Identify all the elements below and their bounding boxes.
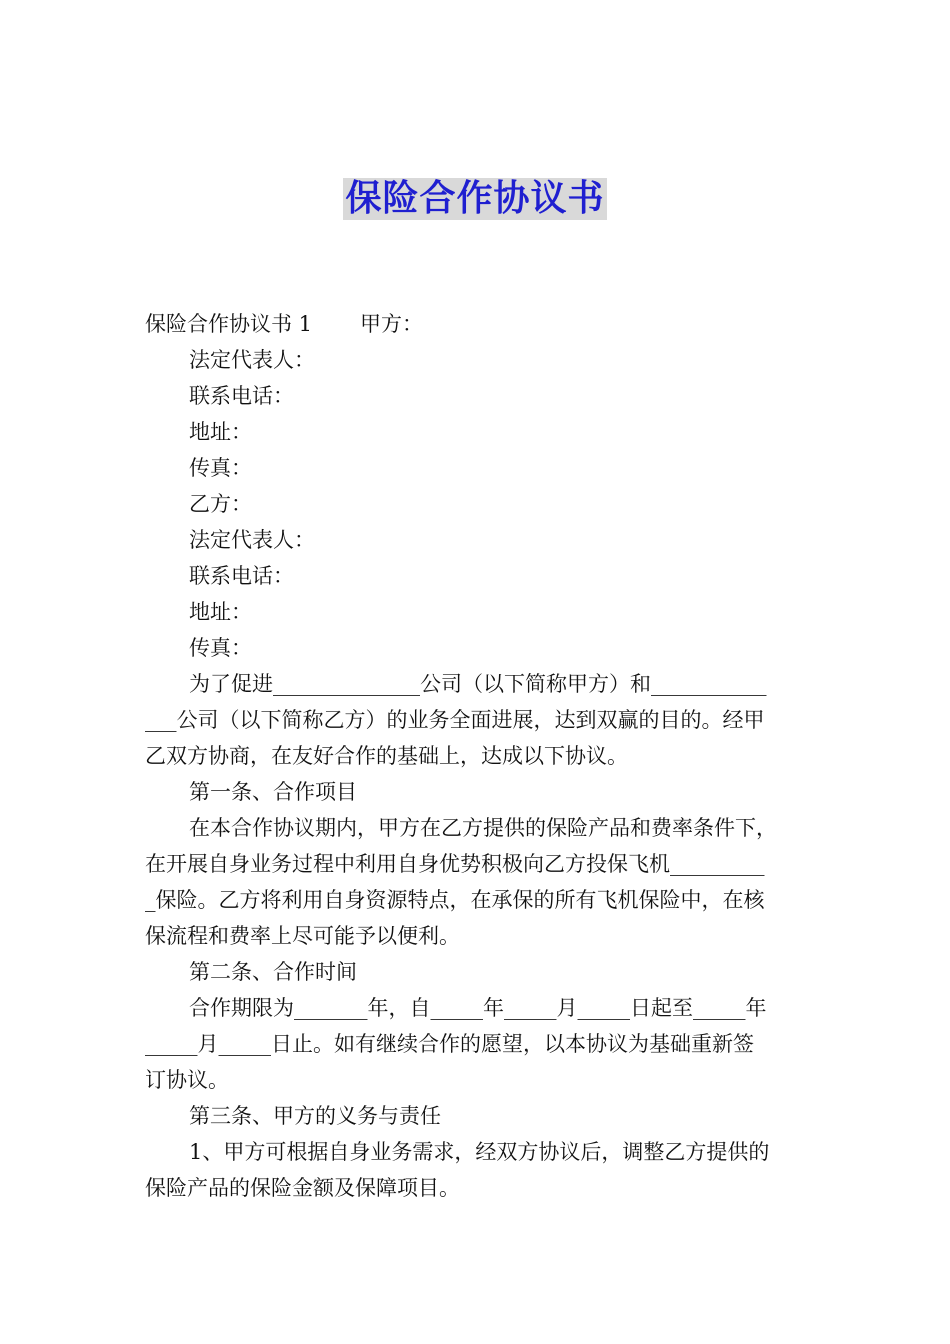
first-line (145, 306, 810, 342)
document-title-wrapper (0, 178, 950, 220)
document-body (145, 306, 810, 1206)
article-3-line-1: 1、甲方可根据自身业务需求，经双方协议后，调整乙方提供的 (189, 1140, 770, 1164)
article-2-line-2: _____月_____日止。如有继续合作的愿望，以本协议为基础重新签 (145, 1032, 754, 1056)
preamble-line-3: 乙双方协商，在友好合作的基础上，达成以下协议。 (145, 744, 628, 768)
article-3-heading: 第三条、甲方的义务与责任 (189, 1104, 441, 1128)
article-1-heading: 第一条、合作项目 (189, 780, 357, 804)
document-title: 保险合作协议书 (345, 178, 605, 219)
party-a-phone: 联系电话： (189, 384, 294, 408)
party-a-label: 甲方： (360, 312, 424, 336)
article-1-line-2: 在开展自身业务过程中利用自身优势积极向乙方投保飞机_________ (145, 852, 765, 876)
party-b-address: 地址： (189, 600, 252, 624)
party-a-representative: 法定代表人： (189, 348, 315, 372)
article-1-line-3: _保险。乙方将利用自身资源特点，在承保的所有飞机保险中，在核 (145, 888, 765, 912)
party-b-fax: 传真： (189, 636, 252, 660)
party-b-label: 乙方： (189, 492, 252, 516)
article-1-line-4: 保流程和费率上尽可能予以便利。 (145, 924, 460, 948)
article-2-line-3: 订协议。 (145, 1068, 229, 1092)
party-a-fax: 传真： (189, 456, 252, 480)
preamble-line-1: 为了促进______________公司（以下简称甲方）和___________ (189, 672, 767, 696)
party-b-representative: 法定代表人： (189, 528, 315, 552)
article-2-heading: 第二条、合作时间 (189, 960, 357, 984)
party-a-address: 地址： (189, 420, 252, 444)
preamble-line-2: ___公司（以下简称乙方）的业务全面进展，达到双赢的目的。经甲 (145, 708, 765, 732)
article-3-line-2: 保险产品的保险金额及保障项目。 (145, 1176, 460, 1200)
article-1-line-1: 在本合作协议期内，甲方在乙方提供的保险产品和费率条件下， (189, 816, 777, 840)
article-2-line-1: 合作期限为_______年，自_____年_____月_____日起至_____年 (189, 996, 767, 1020)
party-b-phone: 联系电话： (189, 564, 294, 588)
agreement-label: 保险合作协议书 1 (145, 312, 313, 336)
